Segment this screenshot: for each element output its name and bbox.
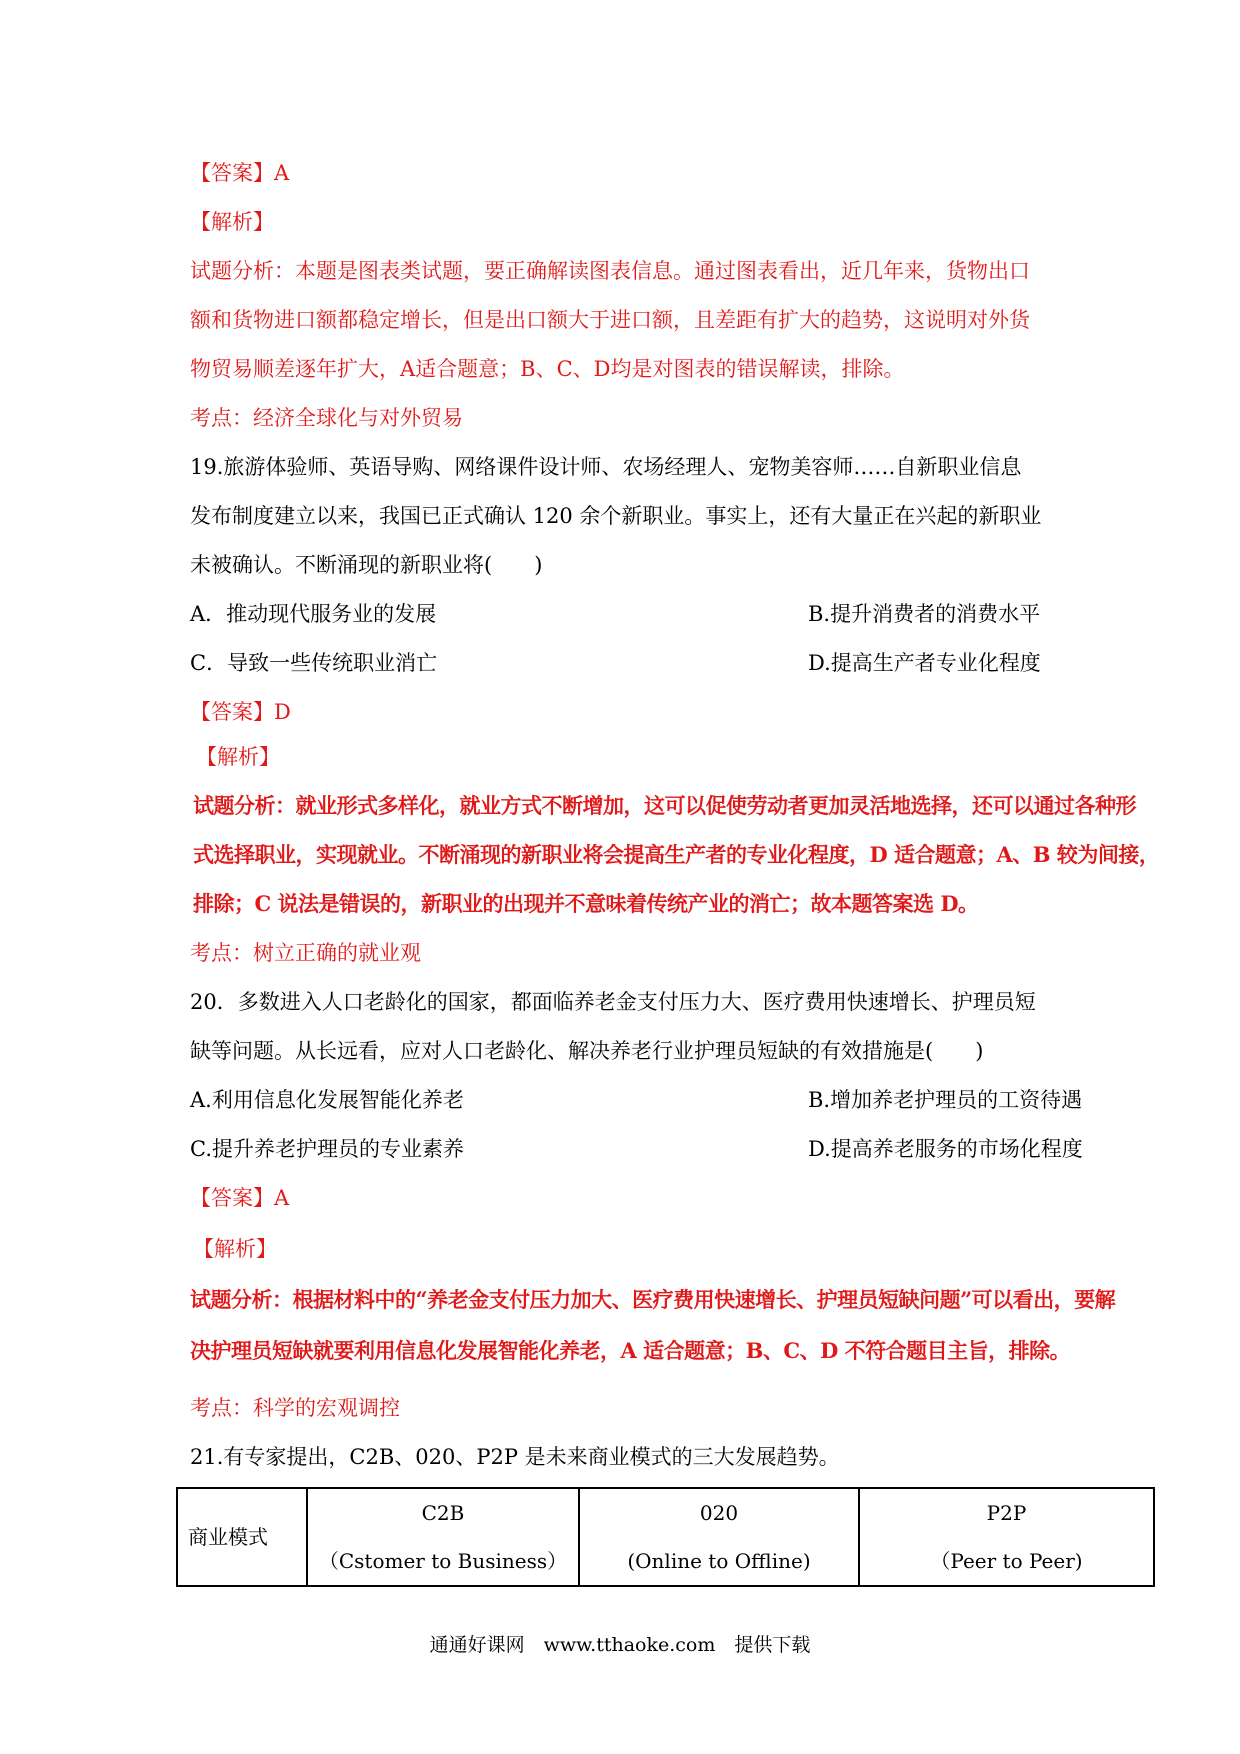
q20-stem-line-1: 20．多数进入人口老龄化的国家，都面临养老金支付压力大、医疗费用快速增长、护理员短 [190,990,1036,1014]
q19-answer: 【答案】D [190,700,291,724]
020-full: (Online to Offline) [627,1549,811,1573]
q19-analysis-line-1: 试题分析：就业形式多样化，就业方式不断增加，这可以促使劳动者更加灵活地选择，还可以通过各种形 [193,793,1136,818]
c2b-abbr: C2B [421,1501,465,1525]
table-cell-020 [579,1488,859,1586]
q19-analysis-label: 【解析】 [196,745,280,769]
q19-stem-line-3: 未被确认。不断涌现的新职业将( ) [190,553,543,577]
business-model-table [176,1487,1155,1587]
q20-kaodian: 考点：科学的宏观调控 [190,1396,400,1420]
q20-analysis-line-1: 试题分析：根据材料中的“养老金支付压力加大、医疗费用快速增长、护理员短缺问题”可以看出，要解 [190,1287,1116,1312]
table-cell-p2p [859,1488,1154,1586]
q20-stem-line-2: 缺等问题。从长远看，应对人口老龄化、解决养老行业护理员短缺的有效措施是( ) [190,1039,984,1063]
q19-stem-line-1: 19.旅游体验师、英语导购、网络课件设计师、农场经理人、宠物美容师……自新职业信息 [190,455,1022,479]
q20-analysis-label: 【解析】 [193,1237,277,1261]
q19-option-b: B.提升消费者的消费水平 [808,602,1041,626]
q18-analysis-line-1: 试题分析：本题是图表类试题，要正确解读图表信息。通过图表看出，近几年来，货物出口 [190,259,1030,283]
p2p-full: （Peer to Peer) [930,1549,1083,1573]
q20-analysis-line-2: 决护理员短缺就要利用信息化发展智能化养老，A 适合题意；B、C、D 不符合题目主旨，排除。 [190,1338,1071,1363]
q20-answer: 【答案】A [190,1186,290,1210]
p2p-abbr: P2P [986,1501,1027,1525]
q19-analysis-line-2: 式选择职业，实现就业。不断涌现的新职业将会提高生产者的专业化程度，D 适合题意；A、B 较为间接， [193,842,1160,867]
020-abbr: 020 [699,1501,739,1525]
table-row [177,1488,1154,1586]
q18-analysis-line-3: 物贸易顺差逐年扩大，A适合题意；B、C、D均是对图表的错误解读，排除。 [190,357,905,381]
q19-analysis-line-3: 排除；C 说法是错误的，新职业的出现并不意味着传统产业的消亡；故本题答案选 D。 [193,891,979,916]
q19-option-c: C．导致一些传统职业消亡 [190,651,438,675]
q19-option-a: A．推动现代服务业的发展 [190,602,437,626]
q18-answer: 【答案】A [190,161,290,185]
page-footer: 通通好课网 www.tthaoke.com 提供下载 [429,1634,811,1656]
q20-option-d: D.提高养老服务的市场化程度 [808,1137,1083,1161]
q20-option-c: C.提升养老护理员的专业素养 [190,1137,464,1161]
q21-stem: 21.有专家提出，C2B、020、P2P 是未来商业模式的三大发展趋势。 [190,1445,840,1469]
q20-options-row-1 [190,1085,1090,1115]
q20-option-b: B.增加养老护理员的工资待遇 [808,1088,1083,1112]
q19-option-d: D.提高生产者专业化程度 [808,651,1041,675]
q18-analysis-line-2: 额和货物进口额都稳定增长，但是出口额大于进口额，且差距有扩大的趋势，这说明对外货 [190,308,1030,332]
q19-options-row-2 [190,648,1090,678]
q20-option-a: A.利用信息化发展智能化养老 [190,1088,464,1112]
c2b-full: （Cstomer to Business） [318,1549,568,1573]
q19-options-row-1 [190,599,1090,629]
q18-kaodian: 考点：经济全球化与对外贸易 [190,406,463,430]
table-cell-c2b [307,1488,579,1586]
q20-options-row-2 [190,1134,1090,1164]
q19-kaodian: 考点：树立正确的就业观 [190,941,421,965]
q19-stem-line-2: 发布制度建立以来，我国已正式确认 120 余个新职业。事实上，还有大量正在兴起的新职业 [190,504,1042,528]
q18-analysis-label: 【解析】 [190,210,274,234]
table-header-cell: 商业模式 [177,1488,307,1586]
